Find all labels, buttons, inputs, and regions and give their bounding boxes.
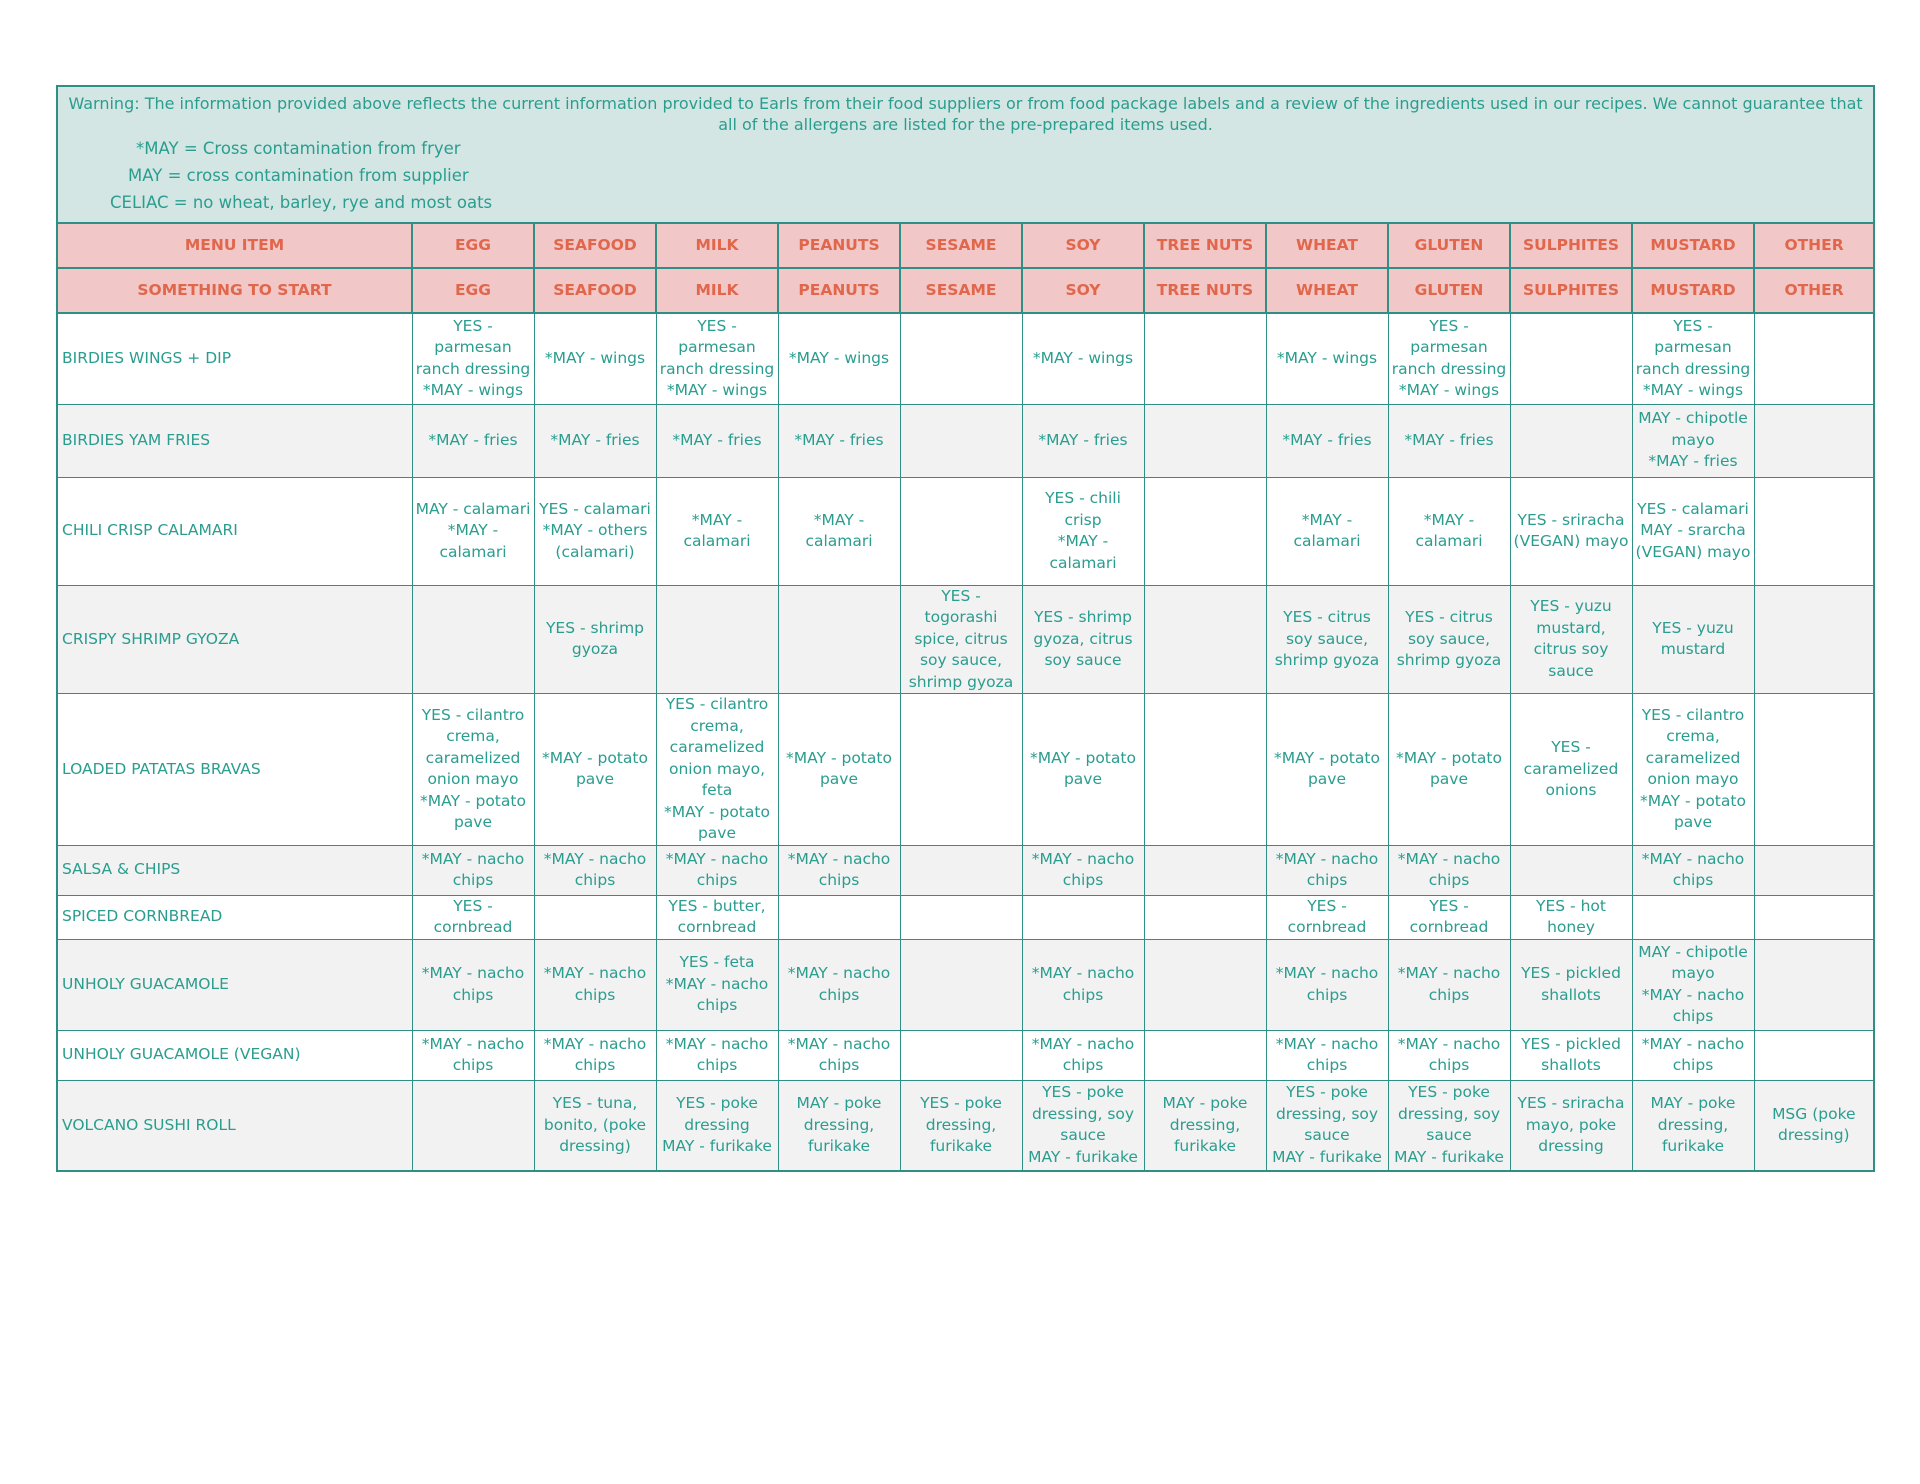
allergen-cell: [412, 1080, 534, 1171]
column-header-cell: MUSTARD: [1632, 223, 1754, 268]
allergen-cell: YES - sriracha mayo, poke dressing: [1510, 1080, 1632, 1171]
allergen-cell: MAY - chipotle mayo *MAY - nacho chips: [1632, 939, 1754, 1030]
allergen-cell: [1022, 895, 1144, 939]
allergen-cell: YES - togorashi spice, citrus soy sauce, shrimp gyoza: [900, 585, 1022, 694]
allergen-cell: [900, 845, 1022, 895]
column-header-cell: PEANUTS: [778, 223, 900, 268]
allergen-cell: [1144, 895, 1266, 939]
allergen-cell: [1754, 939, 1874, 1030]
menu-item-cell: LOADED PATATAS BRAVAS: [57, 694, 412, 846]
allergen-cell: *MAY - calamari: [656, 477, 778, 585]
allergen-cell: MAY - calamari *MAY - calamari: [412, 477, 534, 585]
column-header-row: [57, 223, 1874, 268]
allergen-cell: *MAY - fries: [534, 404, 656, 477]
allergen-cell: *MAY - nacho chips: [1388, 845, 1510, 895]
table-row: [57, 1030, 1874, 1080]
allergen-cell: *MAY - fries: [1388, 404, 1510, 477]
allergen-cell: [900, 694, 1022, 846]
section-header-row: [57, 268, 1874, 313]
section-header-cell: MUSTARD: [1632, 268, 1754, 313]
menu-item-cell: BIRDIES WINGS + DIP: [57, 313, 412, 404]
allergen-cell: [1144, 1030, 1266, 1080]
table-row: [57, 313, 1874, 404]
section-header-cell: SEAFOOD: [534, 268, 656, 313]
allergen-cell: YES - cornbread: [1388, 895, 1510, 939]
allergen-cell: *MAY - calamari: [1388, 477, 1510, 585]
allergen-cell: *MAY - nacho chips: [778, 1030, 900, 1080]
allergen-cell: *MAY - nacho chips: [1266, 845, 1388, 895]
allergen-cell: [900, 939, 1022, 1030]
column-header-cell: MENU ITEM: [57, 223, 412, 268]
table-row: [57, 404, 1874, 477]
allergen-cell: *MAY - wings: [1266, 313, 1388, 404]
allergen-cell: MAY - poke dressing, furikake: [778, 1080, 900, 1171]
allergen-cell: [412, 585, 534, 694]
allergen-cell: [1510, 845, 1632, 895]
section-header-cell: SULPHITES: [1510, 268, 1632, 313]
allergen-cell: *MAY - wings: [1022, 313, 1144, 404]
allergen-cell: YES - poke dressing, soy sauce MAY - furikake: [1388, 1080, 1510, 1171]
menu-item-cell: VOLCANO SUSHI ROLL: [57, 1080, 412, 1171]
allergen-cell: [900, 895, 1022, 939]
table-body: [57, 86, 1874, 1171]
allergen-cell: YES - calamari MAY - srarcha (VEGAN) mayo: [1632, 477, 1754, 585]
allergen-cell: [1754, 1030, 1874, 1080]
allergen-cell: [778, 585, 900, 694]
allergen-cell: YES - parmesan ranch dressing *MAY - wings: [656, 313, 778, 404]
allergen-cell: [778, 895, 900, 939]
allergen-cell: [1754, 477, 1874, 585]
allergen-cell: YES - citrus soy sauce, shrimp gyoza: [1388, 585, 1510, 694]
table-row: [57, 477, 1874, 585]
warning-cell: [57, 86, 1874, 223]
allergen-cell: [1144, 694, 1266, 846]
allergen-cell: *MAY - nacho chips: [1632, 1030, 1754, 1080]
allergen-cell: [1144, 585, 1266, 694]
allergen-cell: YES - parmesan ranch dressing *MAY - wings: [1632, 313, 1754, 404]
allergen-cell: MSG (poke dressing): [1754, 1080, 1874, 1171]
section-header-cell: SOY: [1022, 268, 1144, 313]
allergen-cell: [1754, 404, 1874, 477]
allergen-cell: YES - caramelized onions: [1510, 694, 1632, 846]
section-header-cell: TREE NUTS: [1144, 268, 1266, 313]
section-header-cell: OTHER: [1754, 268, 1874, 313]
table-row: [57, 845, 1874, 895]
legend-celiac: CELIAC = no wheat, barley, rye and most oats: [110, 193, 493, 212]
allergen-cell: YES - cilantro crema, caramelized onion mayo *MAY - potato pave: [412, 694, 534, 846]
section-header-cell: GLUTEN: [1388, 268, 1510, 313]
legend-fryer: *MAY = Cross contamination from fryer: [136, 139, 461, 158]
menu-item-cell: SPICED CORNBREAD: [57, 895, 412, 939]
allergen-cell: [900, 1030, 1022, 1080]
allergen-cell: YES - poke dressing, soy sauce MAY - furikake: [1022, 1080, 1144, 1171]
allergen-cell: *MAY - fries: [778, 404, 900, 477]
allergen-cell: YES - poke dressing, furikake: [900, 1080, 1022, 1171]
legend-supplier: MAY = cross contamination from supplier: [128, 166, 469, 185]
column-header-cell: SOY: [1022, 223, 1144, 268]
allergen-cell: *MAY - nacho chips: [656, 1030, 778, 1080]
column-header-cell: WHEAT: [1266, 223, 1388, 268]
table-row: [57, 895, 1874, 939]
allergen-table: [56, 85, 1875, 1172]
allergen-cell: *MAY - potato pave: [534, 694, 656, 846]
allergen-cell: *MAY - wings: [778, 313, 900, 404]
allergen-cell: YES - cornbread: [1266, 895, 1388, 939]
menu-item-cell: CRISPY SHRIMP GYOZA: [57, 585, 412, 694]
allergen-cell: YES - pickled shallots: [1510, 939, 1632, 1030]
warning-row: [57, 86, 1874, 223]
allergen-cell: *MAY - nacho chips: [1266, 1030, 1388, 1080]
allergen-cell: *MAY - fries: [1022, 404, 1144, 477]
allergen-cell: [900, 477, 1022, 585]
allergen-cell: YES - butter, cornbread: [656, 895, 778, 939]
allergen-cell: YES - chili crisp *MAY - calamari: [1022, 477, 1144, 585]
column-header-cell: SESAME: [900, 223, 1022, 268]
column-header-cell: MILK: [656, 223, 778, 268]
allergen-cell: YES - parmesan ranch dressing *MAY - wings: [1388, 313, 1510, 404]
allergen-cell: *MAY - potato pave: [1022, 694, 1144, 846]
allergen-cell: MAY - chipotle mayo *MAY - fries: [1632, 404, 1754, 477]
allergen-cell: YES - feta *MAY - nacho chips: [656, 939, 778, 1030]
allergen-cell: YES - yuzu mustard, citrus soy sauce: [1510, 585, 1632, 694]
allergen-cell: *MAY - nacho chips: [1022, 845, 1144, 895]
allergen-sheet: [56, 85, 1873, 1172]
allergen-cell: *MAY - nacho chips: [778, 939, 900, 1030]
column-header-cell: SEAFOOD: [534, 223, 656, 268]
table-row: [57, 585, 1874, 694]
allergen-cell: *MAY - nacho chips: [778, 845, 900, 895]
allergen-cell: [1144, 845, 1266, 895]
allergen-cell: [1144, 939, 1266, 1030]
allergen-cell: [1144, 477, 1266, 585]
allergen-cell: *MAY - nacho chips: [1266, 939, 1388, 1030]
allergen-cell: *MAY - nacho chips: [1022, 1030, 1144, 1080]
allergen-cell: [656, 585, 778, 694]
allergen-cell: *MAY - potato pave: [1266, 694, 1388, 846]
allergen-cell: [1754, 895, 1874, 939]
section-header-cell: WHEAT: [1266, 268, 1388, 313]
allergen-cell: YES - citrus soy sauce, shrimp gyoza: [1266, 585, 1388, 694]
section-header-cell: MILK: [656, 268, 778, 313]
section-header-cell: EGG: [412, 268, 534, 313]
allergen-cell: MAY - poke dressing, furikake: [1144, 1080, 1266, 1171]
allergen-cell: [1754, 694, 1874, 846]
allergen-cell: YES - shrimp gyoza: [534, 585, 656, 694]
allergen-cell: *MAY - nacho chips: [1022, 939, 1144, 1030]
table-row: [57, 694, 1874, 846]
column-header-cell: TREE NUTS: [1144, 223, 1266, 268]
menu-item-cell: BIRDIES YAM FRIES: [57, 404, 412, 477]
section-header-cell: PEANUTS: [778, 268, 900, 313]
allergen-cell: YES - poke dressing MAY - furikake: [656, 1080, 778, 1171]
allergen-cell: YES - cilantro crema, caramelized onion mayo, feta *MAY - potato pave: [656, 694, 778, 846]
allergen-cell: *MAY - calamari: [778, 477, 900, 585]
section-header-cell: SESAME: [900, 268, 1022, 313]
allergen-cell: *MAY - fries: [1266, 404, 1388, 477]
allergen-cell: YES - hot honey: [1510, 895, 1632, 939]
allergen-cell: *MAY - nacho chips: [1388, 939, 1510, 1030]
menu-item-cell: SALSA & CHIPS: [57, 845, 412, 895]
allergen-cell: YES - yuzu mustard: [1632, 585, 1754, 694]
column-header-cell: GLUTEN: [1388, 223, 1510, 268]
allergen-cell: MAY - poke dressing, furikake: [1632, 1080, 1754, 1171]
menu-item-cell: UNHOLY GUACAMOLE (VEGAN): [57, 1030, 412, 1080]
allergen-cell: [1754, 313, 1874, 404]
allergen-cell: *MAY - wings: [534, 313, 656, 404]
allergen-cell: *MAY - nacho chips: [534, 1030, 656, 1080]
allergen-cell: [900, 404, 1022, 477]
allergen-cell: YES - poke dressing, soy sauce MAY - furikake: [1266, 1080, 1388, 1171]
allergen-cell: *MAY - nacho chips: [656, 845, 778, 895]
allergen-cell: [1144, 404, 1266, 477]
table-row: [57, 1080, 1874, 1171]
allergen-cell: [1632, 895, 1754, 939]
allergen-cell: *MAY - fries: [412, 404, 534, 477]
allergen-cell: YES - shrimp gyoza, citrus soy sauce: [1022, 585, 1144, 694]
allergen-cell: YES - calamari *MAY - others (calamari): [534, 477, 656, 585]
allergen-cell: [900, 313, 1022, 404]
allergen-cell: *MAY - nacho chips: [412, 939, 534, 1030]
column-header-cell: SULPHITES: [1510, 223, 1632, 268]
allergen-cell: [534, 895, 656, 939]
menu-item-cell: CHILI CRISP CALAMARI: [57, 477, 412, 585]
section-header-cell: SOMETHING TO START: [57, 268, 412, 313]
allergen-cell: [1510, 404, 1632, 477]
allergen-cell: YES - cornbread: [412, 895, 534, 939]
allergen-cell: [1754, 585, 1874, 694]
legend: [68, 135, 1863, 216]
column-header-cell: OTHER: [1754, 223, 1874, 268]
allergen-cell: *MAY - nacho chips: [534, 845, 656, 895]
allergen-cell: *MAY - potato pave: [778, 694, 900, 846]
allergen-cell: YES - pickled shallots: [1510, 1030, 1632, 1080]
allergen-cell: *MAY - nacho chips: [534, 939, 656, 1030]
allergen-cell: YES - sriracha (VEGAN) mayo: [1510, 477, 1632, 585]
allergen-cell: YES - tuna, bonito, (poke dressing): [534, 1080, 656, 1171]
allergen-cell: [1754, 845, 1874, 895]
allergen-cell: YES - cilantro crema, caramelized onion mayo *MAY - potato pave: [1632, 694, 1754, 846]
allergen-cell: [1144, 313, 1266, 404]
allergen-cell: *MAY - fries: [656, 404, 778, 477]
allergen-cell: *MAY - nacho chips: [1632, 845, 1754, 895]
allergen-cell: *MAY - nacho chips: [1388, 1030, 1510, 1080]
allergen-cell: *MAY - calamari: [1266, 477, 1388, 585]
allergen-cell: *MAY - nacho chips: [412, 845, 534, 895]
menu-item-cell: UNHOLY GUACAMOLE: [57, 939, 412, 1030]
column-header-cell: EGG: [412, 223, 534, 268]
warning-text: Warning: The information provided above reflects the current information provided to Earls from their food suppliers or from food package labels and a review of the ingredients used in our recipes. We cannot guarantee that all of the allergens are listed for the pre-prepared items used.: [68, 94, 1863, 134]
allergen-cell: [1510, 313, 1632, 404]
allergen-cell: *MAY - nacho chips: [412, 1030, 534, 1080]
allergen-cell: YES - parmesan ranch dressing *MAY - wings: [412, 313, 534, 404]
allergen-cell: *MAY - potato pave: [1388, 694, 1510, 846]
table-row: [57, 939, 1874, 1030]
